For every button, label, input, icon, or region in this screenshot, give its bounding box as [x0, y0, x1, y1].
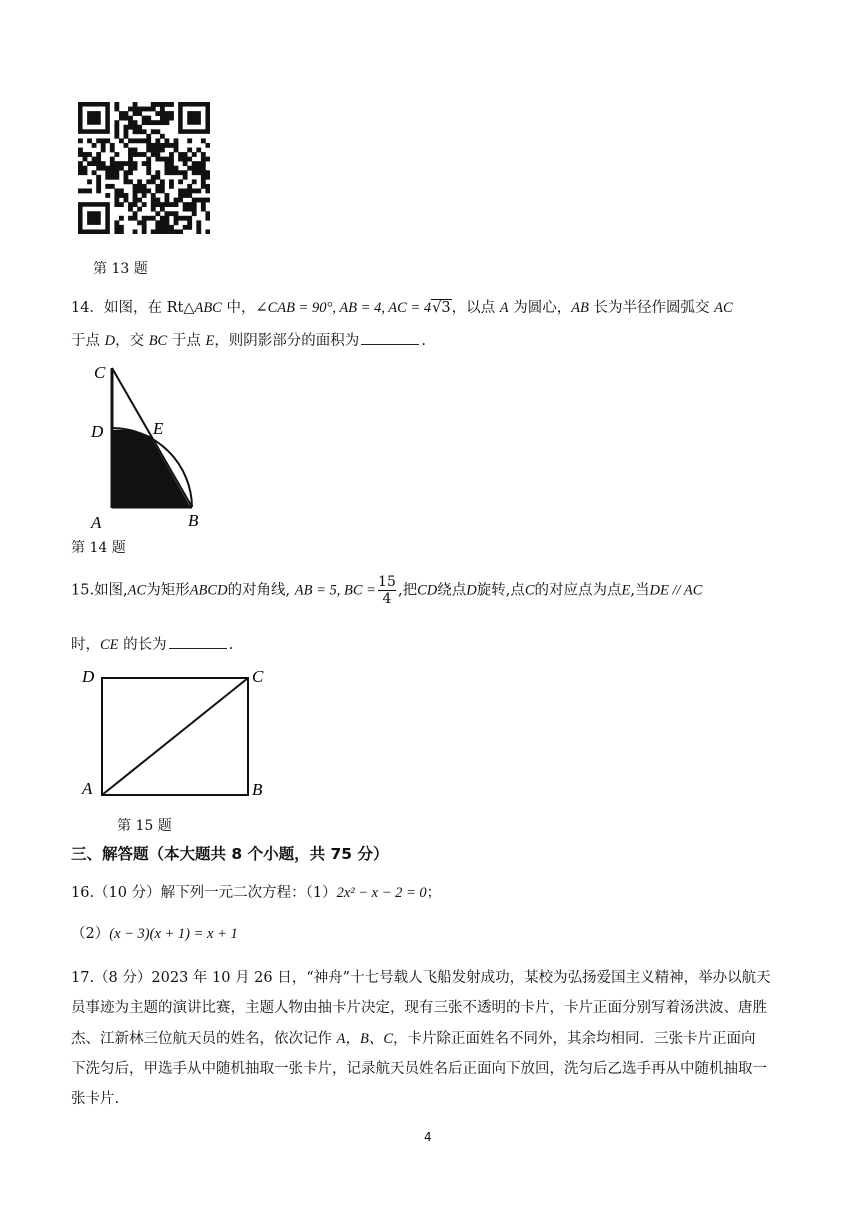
label-e: E — [153, 419, 164, 438]
q14-line1: 14．如图，在 Rt△ABC 中，∠CAB = 90°, AB = 4, AC = 4√3，以点 A 为圆心，AB 长为半径作圆弧交 AC — [71, 300, 733, 316]
label-a: A — [91, 513, 102, 532]
q16-line2: （2）(x − 3)(x + 1) = x + 1 — [71, 926, 238, 942]
sqrt-3: √3 — [432, 300, 451, 316]
page-number: 4 — [424, 1130, 432, 1144]
q13-caption: 第 13 题 — [93, 261, 148, 277]
answer-blank — [361, 332, 419, 345]
shaded-region — [112, 430, 190, 506]
q17-line1: 17.（8 分）2023 年 10 月 26 日，“神舟”十七号载人飞船发射成功，某校为弘扬爱国主义精神，举办以航天 — [71, 970, 771, 986]
q17-line2: 员事迹为主题的演讲比赛，主题人物由抽卡片决定，现有三张不透明的卡片，卡片正面分别写着汤洪波、唐胜 — [71, 1000, 767, 1016]
q16-line1: 16.（10 分）解下列一元二次方程：（1）2x² − x − 2 = 0； — [71, 885, 442, 901]
diagonal-ac — [102, 678, 248, 795]
fraction-15-4: $\frac{15}{4}$ — [378, 574, 396, 607]
label-c: C — [94, 363, 106, 382]
label-d: D — [82, 667, 95, 686]
q15-line1: 15.如图,AC为矩形ABCD的对角线, AB = 5, BC = $\frac{15}{4}$ ,把CD绕点D旋转,点C的对应点为点E,当DE // AC — [71, 574, 703, 607]
q17-line4: 下洗匀后，甲选手从中随机抽取一张卡片，记录航天员姓名后正面向下放回，洗匀后乙选手再从中随机抽取一 — [71, 1061, 767, 1077]
label-b: B — [252, 780, 263, 799]
q17-line3: 杰、江新林三位航天员的姓名，依次记作 A，B、C，卡片除正面姓名不同外，其余均相同．三张卡片正面向 — [71, 1031, 756, 1047]
q15-line2: 时，CE 的长为 . — [71, 637, 234, 653]
q15-caption: 第 15 题 — [117, 818, 172, 834]
label-d: D — [91, 422, 104, 441]
label-a: A — [82, 779, 93, 798]
q14-line2: 于点 D，交 BC 于点 E，则阴影部分的面积为 . — [71, 333, 426, 349]
section-3-heading: 三、解答题（本大题共 8 个小题，共 75 分） — [71, 845, 389, 863]
q17-line5: 张卡片. — [71, 1091, 120, 1107]
qr-code-image — [78, 102, 210, 234]
label-b: B — [188, 511, 199, 530]
figure-14 — [82, 358, 212, 536]
q14-caption: 第 14 题 — [71, 540, 126, 556]
answer-blank — [169, 636, 227, 649]
label-c: C — [252, 667, 264, 686]
figure-15 — [78, 664, 278, 806]
